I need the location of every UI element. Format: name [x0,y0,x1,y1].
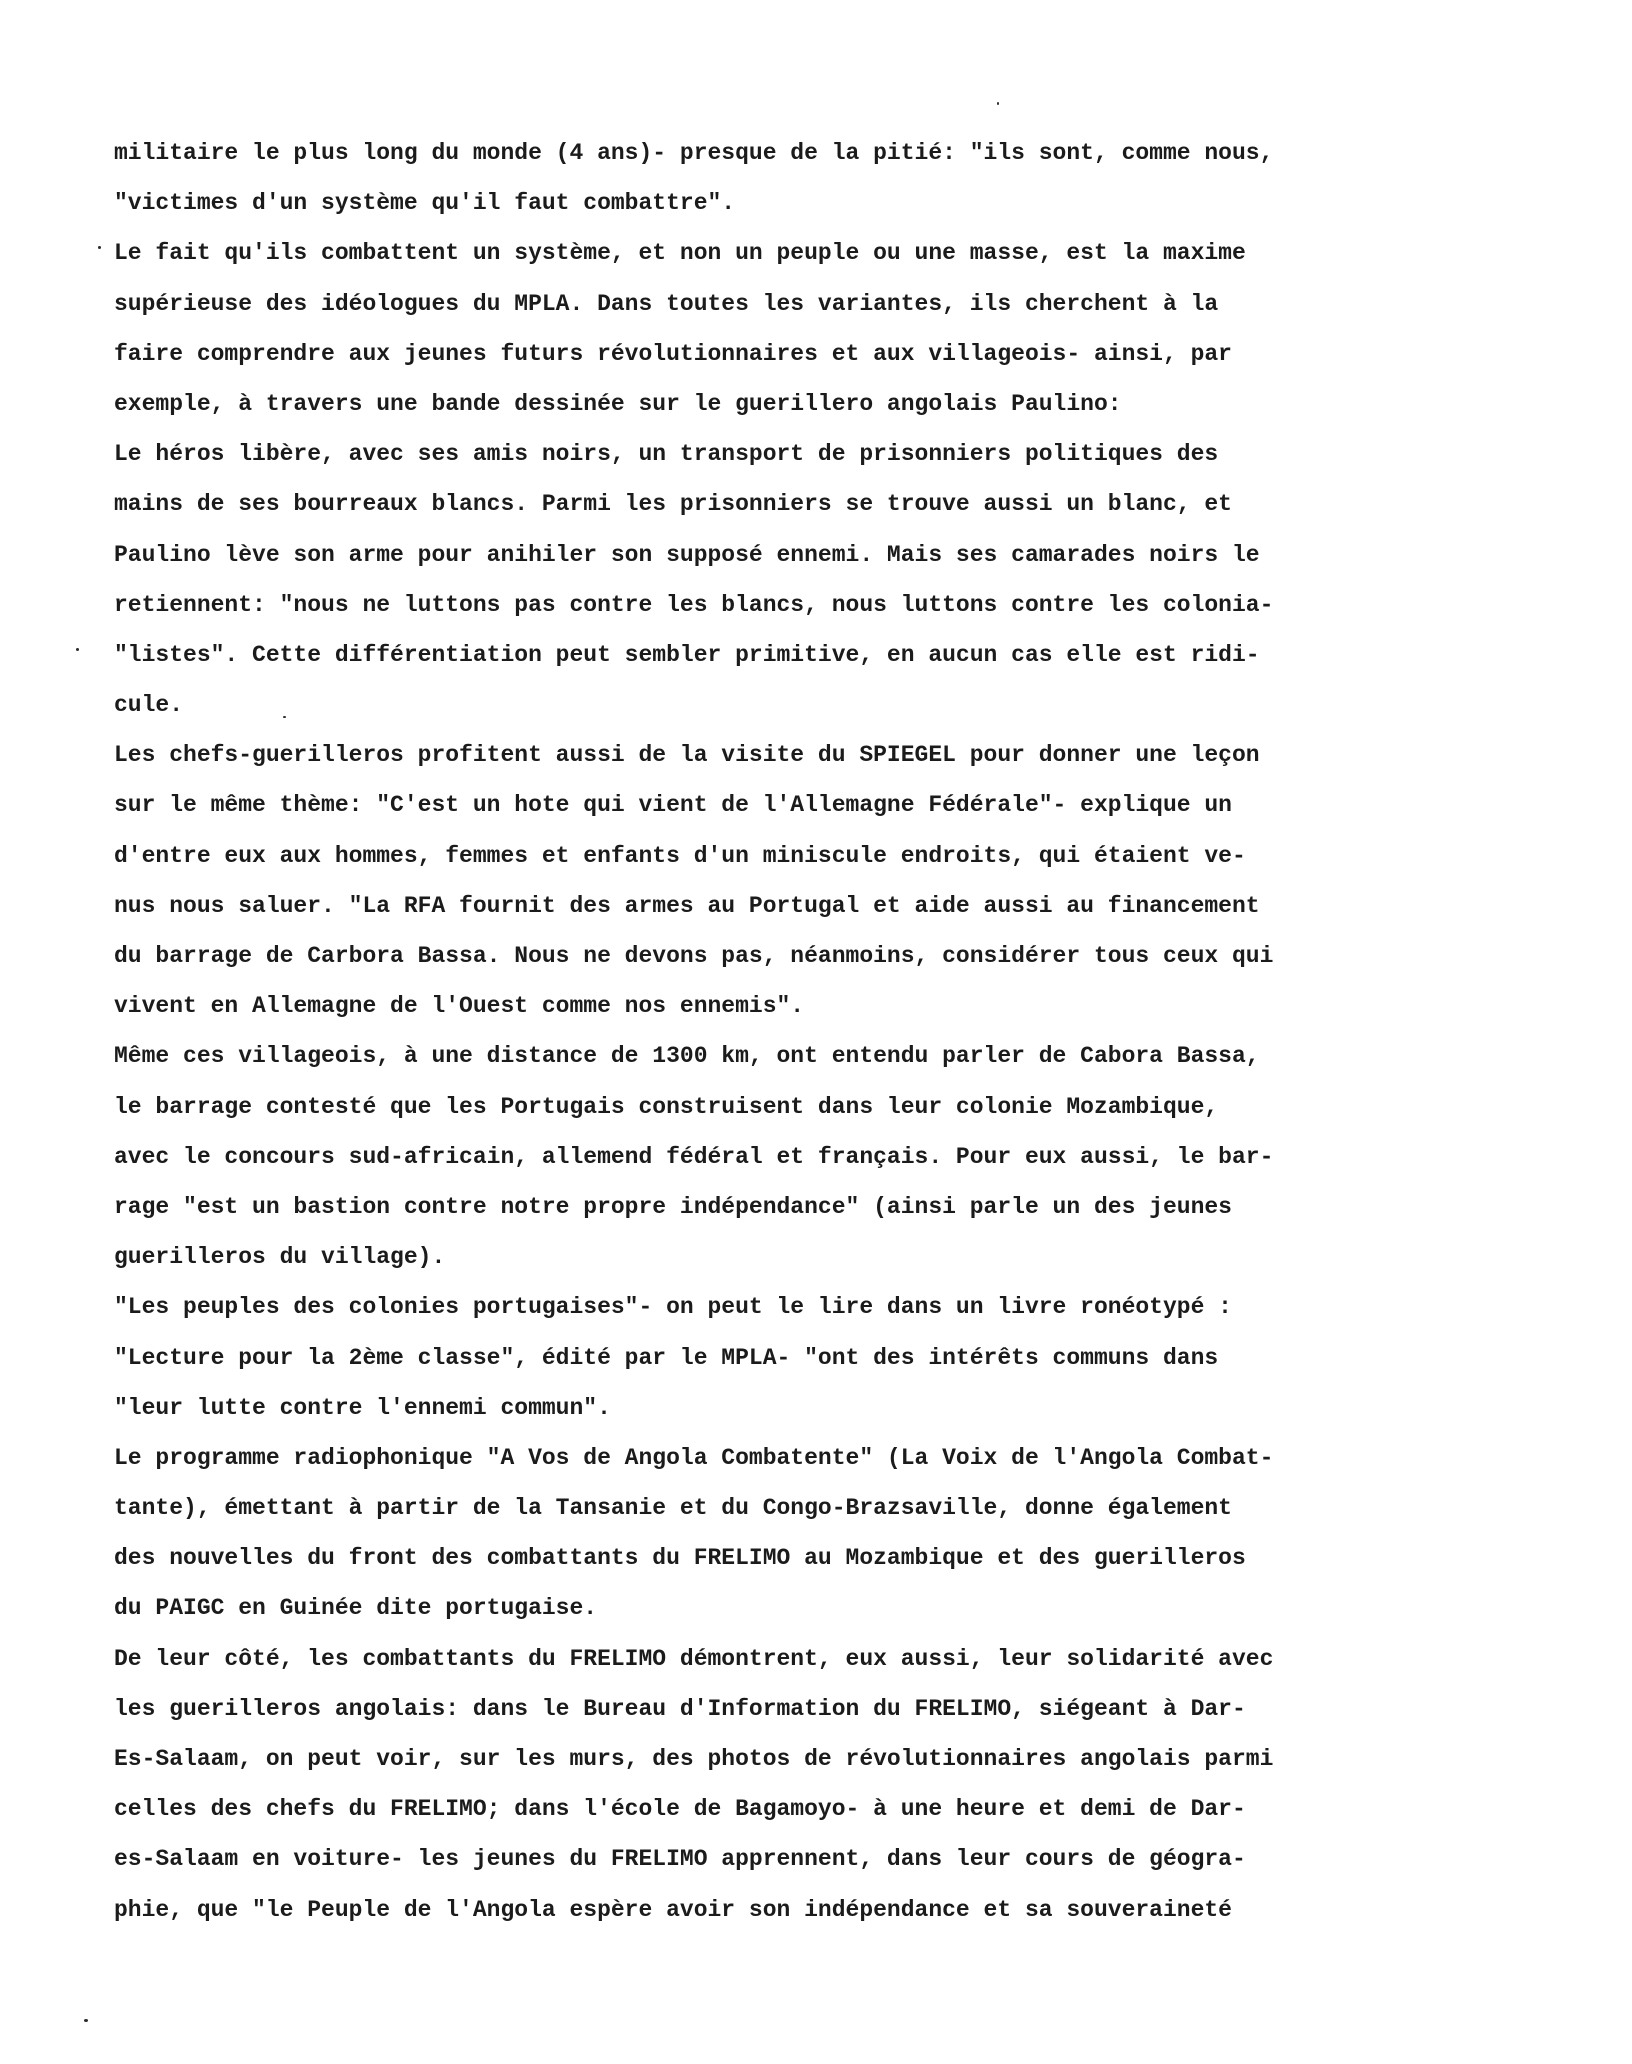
text-line: le barrage contesté que les Portugais construisent dans leur colonie Mozambique, [114,1093,1219,1120]
text-line: cule. [114,692,184,719]
text-line: "Lecture pour la 2ème classe", édité par le MPLA- "ont des intérêts communs dans [114,1344,1219,1371]
text-line: militaire le plus long du monde (4 ans)- presque de la pitié: "ils sont, comme nous, [114,140,1274,166]
text-line: Même ces villageois, à une distance de 1300 km, ont entendu parler de Cabora Bassa, [114,1043,1260,1070]
scan-speck [98,246,101,249]
text-line: du barrage de Carbora Bassa. Nous ne devons pas, néanmoins, considérer tous ceux qui [114,943,1274,969]
text-line: "listes". Cette différentiation peut sembler primitive, en aucun cas elle est ridi- [114,641,1260,668]
text-line: retiennent: "nous ne luttons pas contre les blancs, nous luttons contre les colonia- [114,591,1274,618]
text-line: Le héros libère, avec ses amis noirs, un transport de prisonniers politiques des [114,441,1219,468]
text-line: Le fait qu'ils combattent un système, et non un peuple ou une masse, est la maxime [114,240,1246,267]
text-line: celles des chefs du FRELIMO; dans l'école de Bagamoyo- à une heure et demi de Dar- [114,1796,1246,1823]
text-line: Paulino lève son arme pour anihiler son supposé ennemi. Mais ses camarades noirs le [114,541,1260,568]
text-line: supérieuse des idéologues du MPLA. Dans toutes les variantes, ils cherchent à la [114,290,1219,317]
text-line: du PAIGC en Guinée dite portugaise. [114,1595,598,1622]
text-line: avec le concours sud-africain, allemend fédéral et français. Pour eux aussi, le bar- [114,1143,1274,1170]
scan-speck [997,102,999,105]
text-line: tante), émettant à partir de la Tansanie et du Congo-Brazsaville, donne également [114,1495,1232,1522]
page-body-text [114,128,1574,1935]
text-line: des nouvelles du front des combattants du FRELIMO au Mozambique et des guerilleros [114,1545,1246,1572]
text-line: les guerilleros angolais: dans le Bureau d'Information du FRELIMO, siégeant à Dar- [114,1695,1246,1722]
text-line: nus nous saluer. "La RFA fournit des armes au Portugal et aide aussi au financement [114,892,1260,919]
text-line: "leur lutte contre l'ennemi commun". [114,1394,611,1421]
text-line: sur le même thème: "C'est un hote qui vient de l'Allemagne Fédérale"- explique un [114,792,1232,819]
text-line: rage "est un bastion contre notre propre indépendance" (ainsi parle un des jeunes [114,1193,1232,1220]
text-line: "victimes d'un système qu'il faut combattre". [114,190,736,217]
text-line: d'entre eux aux hommes, femmes et enfants d'un miniscule endroits, qui étaient ve- [114,842,1246,869]
scan-speck [76,648,79,651]
scan-speck [84,2019,88,2022]
text-line: De leur côté, les combattants du FRELIMO démontrent, eux aussi, leur solidarité avec [114,1645,1274,1672]
text-line: es-Salaam en voiture- les jeunes du FRELIMO apprennent, dans leur cours de géogra- [114,1846,1246,1873]
text-line: mains de ses bourreaux blancs. Parmi les prisonniers se trouve aussi un blanc, et [114,491,1232,518]
text-line: "Les peuples des colonies portugaises"- on peut le lire dans un livre ronéotypé : [114,1294,1232,1321]
text-line: exemple, à travers une bande dessinée sur le guerillero angolais Paulino: [114,390,1122,417]
text-line: Es-Salaam, on peut voir, sur les murs, des photos de révolutionnaires angolais parmi [114,1746,1274,1772]
text-line: guerilleros du village). [114,1244,446,1271]
text-line: phie, que "le Peuple de l'Angola espère avoir son indépendance et sa souveraineté [114,1896,1232,1923]
text-line: Les chefs-guerilleros profitent aussi de la visite du SPIEGEL pour donner une leçon [114,742,1260,769]
text-line: faire comprendre aux jeunes futurs révolutionnaires et aux villageois- ainsi, par [114,340,1232,367]
scan-speck [283,716,286,718]
text-line: vivent en Allemagne de l'Ouest comme nos ennemis". [114,993,805,1020]
text-line: Le programme radiophonique "A Vos de Angola Combatente" (La Voix de l'Angola Combat- [114,1444,1274,1471]
